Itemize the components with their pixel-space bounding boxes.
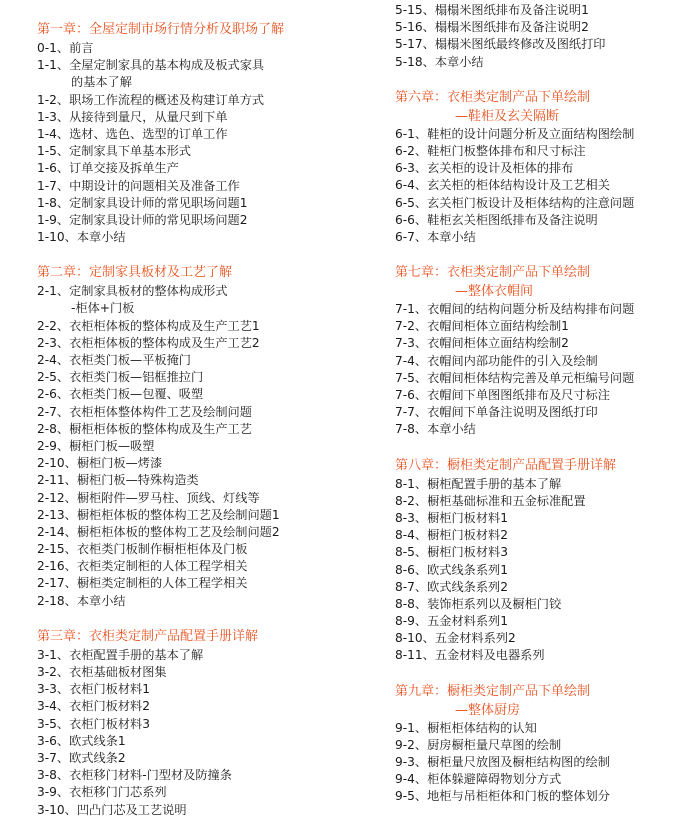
toc-item: 3-2、衣柜基础板材图集 bbox=[37, 665, 167, 679]
toc-item: 1-2、职场工作流程的概述及构建订单方式 bbox=[37, 92, 265, 107]
toc-item: 5-16、榻榻米图纸排布及备注说明2 bbox=[395, 20, 589, 35]
toc-item: 3-10、凹凸门芯及工艺说明 bbox=[37, 802, 187, 817]
toc-item: 0-1、前言 bbox=[37, 41, 94, 55]
toc-item: 6-4、玄关柜的柜体结构设计及工艺相关 bbox=[395, 178, 610, 193]
toc-item: 2-5、衣柜类门板—铝框推拉门 bbox=[37, 370, 204, 385]
toc-item: 2-16、衣柜类定制柜的人体工程学相关 bbox=[37, 559, 248, 574]
toc-item: 9-2、厨房橱柜量尺草图的绘制 bbox=[395, 737, 562, 752]
toc-item: 1-1、全屋定制家具的基本构成及板式家具 bbox=[37, 58, 265, 73]
toc-item: 2-13、橱柜柜体板的整体构工艺及绘制问题1 bbox=[37, 507, 280, 522]
chapter-7-subtitle: —整体衣帽间 bbox=[455, 284, 534, 300]
toc-item: 2-3、衣柜柜体板的整体构成及生产工艺2 bbox=[37, 335, 260, 350]
toc-item: 7-1、衣帽间的结构问题分析及结构排布问题 bbox=[395, 302, 635, 317]
toc-item: 2-12、橱柜附件—罗马柱、顶线、灯线等 bbox=[37, 490, 260, 505]
toc-item: 6-2、鞋柜门板整体排布和尺寸标注 bbox=[395, 143, 586, 158]
chapter-1-title: 第一章：全屋定制市场行情分析及职场了解 bbox=[37, 22, 285, 37]
toc-item: 6-5、玄关柜门板设计及柜体结构的注意问题 bbox=[395, 195, 635, 210]
toc-item: 9-3、橱柜量尺放图及橱柜结构图的绘制 bbox=[395, 755, 610, 769]
toc-item: 6-1、鞋柜的设计问题分析及立面结构图绘制 bbox=[395, 126, 635, 141]
toc-item: 8-3、橱柜门板材料1 bbox=[395, 510, 508, 525]
toc-item: 1-3、从接待到量尺，从量尺到下单 bbox=[37, 109, 228, 124]
toc-item: 8-4、橱柜门板材料2 bbox=[395, 528, 508, 543]
toc-item: 1-9、定制家具设计师的常见职场问题2 bbox=[37, 212, 248, 227]
toc-item: 2-2、衣柜柜体板的整体构成及生产工艺1 bbox=[37, 318, 260, 333]
toc-item: 8-9、五金材料系列1 bbox=[395, 614, 508, 629]
chapter-6-title: 第六章：衣柜类定制产品下单绘制 bbox=[395, 89, 591, 105]
toc-item: 8-5、橱柜门板材料3 bbox=[395, 545, 508, 560]
toc-item: 3-4、衣柜门板材料2 bbox=[37, 699, 150, 714]
toc-item: 2-9、橱柜门板—吸塑 bbox=[37, 438, 155, 453]
toc-item: 6-6、鞋柜玄关柜图纸排布及备注说明 bbox=[395, 212, 598, 227]
toc-item: 2-4、衣柜类门板—平板掩门 bbox=[37, 353, 191, 367]
toc-item: 7-6、衣帽间下单图图纸排布及尺寸标注 bbox=[395, 388, 610, 402]
toc-item: 3-6、欧式线条1 bbox=[37, 733, 126, 748]
toc-item: 3-9、衣柜移门门芯系列 bbox=[37, 785, 167, 800]
toc-item: 1-4、选材、选色、选型的订单工作 bbox=[37, 126, 228, 141]
toc-item: 6-7、本章小结 bbox=[395, 229, 476, 244]
toc-item: 9-5、地柜与吊柜柜体和门板的整体划分 bbox=[395, 789, 610, 804]
toc-item-continued: 的基本了解 bbox=[71, 75, 132, 90]
toc-item: 3-5、衣柜门板材料3 bbox=[37, 716, 150, 731]
toc-item: 5-15、榻榻米图纸排布及备注说明1 bbox=[395, 3, 589, 17]
toc-item: 7-5、衣帽间柜体结构完善及单元柜编号问题 bbox=[395, 370, 635, 385]
toc-item: 2-14、橱柜柜体板的整体构工艺及绘制问题2 bbox=[37, 524, 280, 539]
chapter-2-title: 第二章：定制家具板材及工艺了解 bbox=[37, 265, 233, 281]
chapter-8-title: 第八章：橱柜类定制产品配置手册详解 bbox=[395, 457, 617, 473]
toc-item: 1-6、订单交接及拆单生产 bbox=[37, 161, 179, 176]
toc-item: 2-15、衣柜类门板制作橱柜柜体及门板 bbox=[37, 542, 248, 557]
toc-item-continued: -柜体+门板 bbox=[71, 301, 135, 316]
chapter-9-subtitle: —整体厨房 bbox=[455, 702, 521, 718]
toc-item: 8-1、橱柜配置手册的基本了解 bbox=[395, 476, 562, 491]
toc-right-column bbox=[395, 2, 700, 806]
toc-item: 5-18、本章小结 bbox=[395, 54, 484, 69]
toc-item: 6-3、玄关柜的设计及柜体的排布 bbox=[395, 161, 574, 176]
toc-left-column bbox=[37, 20, 367, 819]
toc-item: 2-11、橱柜门板—特殊构造类 bbox=[37, 473, 199, 488]
chapter-6-subtitle: —鞋柜及玄关隔断 bbox=[455, 108, 560, 124]
toc-item: 2-10、橱柜门板—烤漆 bbox=[37, 456, 163, 471]
chapter-9-title: 第九章：橱柜类定制产品下单绘制 bbox=[395, 683, 591, 699]
toc-item: 3-3、衣柜门板材料1 bbox=[37, 682, 150, 697]
toc-item: 2-8、橱柜柜体板的整体构成及生产工艺 bbox=[37, 421, 252, 436]
chapter-7-title: 第七章：衣柜类定制产品下单绘制 bbox=[395, 265, 591, 281]
toc-item: 9-1、橱柜柜体结构的认知 bbox=[395, 720, 537, 735]
toc-item: 3-1、衣柜配置手册的基本了解 bbox=[37, 647, 204, 662]
toc-item: 2-18、本章小结 bbox=[37, 593, 126, 608]
toc-item: 7-7、衣帽间下单备注说明及图纸打印 bbox=[395, 405, 598, 420]
toc-item: 1-10、本章小结 bbox=[37, 230, 126, 245]
toc-item: 5-17、榻榻米图纸最终修改及图纸打印 bbox=[395, 37, 606, 52]
toc-item: 1-8、定制家具设计师的常见职场问题1 bbox=[37, 195, 248, 210]
toc-item: 7-2、衣帽间柜体立面结构绘制1 bbox=[395, 319, 569, 334]
toc-item: 2-7、衣柜柜体整体构件工艺及绘制问题 bbox=[37, 404, 252, 419]
toc-item: 3-7、欧式线条2 bbox=[37, 750, 126, 765]
toc-item: 1-7、中期设计的问题相关及准备工作 bbox=[37, 178, 240, 193]
toc-item: 2-1、定制家具板材的整体构成形式 bbox=[37, 284, 228, 299]
toc-item: 7-3、衣帽间柜体立面结构绘制2 bbox=[395, 336, 569, 351]
toc-item: 1-5、定制家具下单基本形式 bbox=[37, 144, 191, 159]
toc-item: 8-11、五金材料及电器系列 bbox=[395, 648, 545, 663]
toc-item: 2-6、衣柜类门板—包覆、吸塑 bbox=[37, 387, 204, 402]
toc-item: 3-8、衣柜移门材料-门型材及防撞条 bbox=[37, 768, 232, 783]
toc-item: 7-4、衣帽间内部功能件的引入及绘制 bbox=[395, 353, 598, 368]
toc-item: 8-6、欧式线条系列1 bbox=[395, 562, 508, 577]
toc-item: 9-4、柜体躲避障碍物划分方式 bbox=[395, 772, 562, 787]
toc-item: 8-8、装饰柜系列以及橱柜门铰 bbox=[395, 596, 562, 611]
toc-item: 8-7、欧式线条系列2 bbox=[395, 579, 508, 594]
chapter-3-title: 第三章：衣柜类定制产品配置手册详解 bbox=[37, 628, 259, 644]
toc-item: 7-8、本章小结 bbox=[395, 422, 476, 437]
toc-item: 8-2、橱柜基础标准和五金标准配置 bbox=[395, 493, 586, 508]
toc-item: 2-17、橱柜类定制柜的人体工程学相关 bbox=[37, 576, 248, 591]
toc-item: 8-10、五金材料系列2 bbox=[395, 631, 516, 646]
